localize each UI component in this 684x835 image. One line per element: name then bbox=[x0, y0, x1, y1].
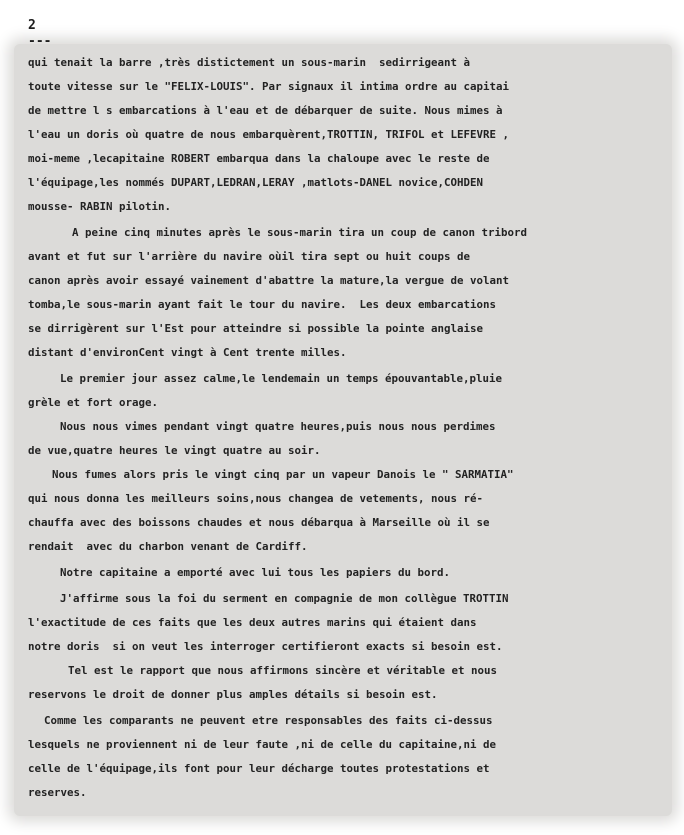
text-line: de vue,quatre heures le vingt quatre au soir. bbox=[28, 444, 321, 457]
text-line: qui nous donna les meilleurs soins,nous changea de vetements, nous ré- bbox=[28, 492, 484, 505]
text-line: reserves. bbox=[28, 786, 87, 799]
text-line: de mettre l s embarcations à l'eau et de débarquer de suite. Nous mimes à bbox=[28, 104, 503, 117]
text-line: l'équipage,les nommés DUPART,LEDRAN,LERAY ,matlots-DANEL novice,COHDEN bbox=[28, 176, 484, 189]
text-line: tomba,le sous-marin ayant fait le tour du navire. Les deux embarcations bbox=[28, 298, 497, 311]
text-line: qui tenait la barre ,très distictement un sous-marin sedirrigeant à bbox=[28, 56, 471, 69]
text-line: distant d'environCent vingt à Cent trente milles. bbox=[28, 346, 347, 359]
text-line: toute vitesse sur le "FELIX-LOUIS". Par signaux il intima ordre au capitai bbox=[28, 80, 510, 93]
text-line: moi-meme ,lecapitaine ROBERT embarqua dans la chaloupe avec le reste de bbox=[28, 152, 490, 165]
text-line: Nous nous vimes pendant vingt quatre heures,puis nous nous perdimes bbox=[60, 420, 496, 433]
page-number: 2 bbox=[28, 18, 36, 33]
text-line: notre doris si on veut les interroger certifieront exacts si besoin est. bbox=[28, 640, 503, 653]
text-line: l'eau un doris où quatre de nous embarquèrent,TROTTIN, TRIFOL et LEFEVRE , bbox=[28, 128, 510, 141]
text-line: A peine cinq minutes après le sous-marin tira un coup de canon tribord bbox=[72, 226, 528, 239]
text-line: avant et fut sur l'arrière du navire oùil tira sept ou huit coups de bbox=[28, 250, 471, 263]
text-line: Tel est le rapport que nous affirmons sincère et véritable et nous bbox=[68, 664, 498, 677]
page-number-rule: --- bbox=[28, 34, 52, 49]
text-line: Notre capitaine a emporté avec lui tous les papiers du bord. bbox=[60, 566, 451, 579]
text-line: canon après avoir essayé vainement d'abattre la mature,la vergue de volant bbox=[28, 274, 510, 287]
text-line: Nous fumes alors pris le vingt cinq par un vapeur Danois le " SARMATIA" bbox=[52, 468, 514, 481]
text-line: Comme les comparants ne peuvent etre responsables des faits ci-dessus bbox=[44, 714, 493, 727]
text-line: rendait avec du charbon venant de Cardiff. bbox=[28, 540, 308, 553]
text-line: celle de l'équipage,ils font pour leur décharge toutes protestations et bbox=[28, 762, 490, 775]
text-line: reservons le droit de donner plus amples détails si besoin est. bbox=[28, 688, 438, 701]
text-line: lesquels ne proviennent ni de leur faute ,ni de celle du capitaine,ni de bbox=[28, 738, 497, 751]
text-line: se dirrigèrent sur l'Est pour atteindre si possible la pointe anglaise bbox=[28, 322, 484, 335]
text-line: grèle et fort orage. bbox=[28, 396, 159, 409]
text-line: J'affirme sous la foi du serment en compagnie de mon collègue TROTTIN bbox=[60, 592, 509, 605]
text-line: mousse- RABIN pilotin. bbox=[28, 200, 172, 213]
text-line: l'exactitude de ces faits que les deux autres marins qui étaient dans bbox=[28, 616, 477, 629]
text-line: Le premier jour assez calme,le lendemain un temps épouvantable,pluie bbox=[60, 372, 503, 385]
text-line: chauffa avec des boissons chaudes et nous débarqua à Marseille où il se bbox=[28, 516, 490, 529]
